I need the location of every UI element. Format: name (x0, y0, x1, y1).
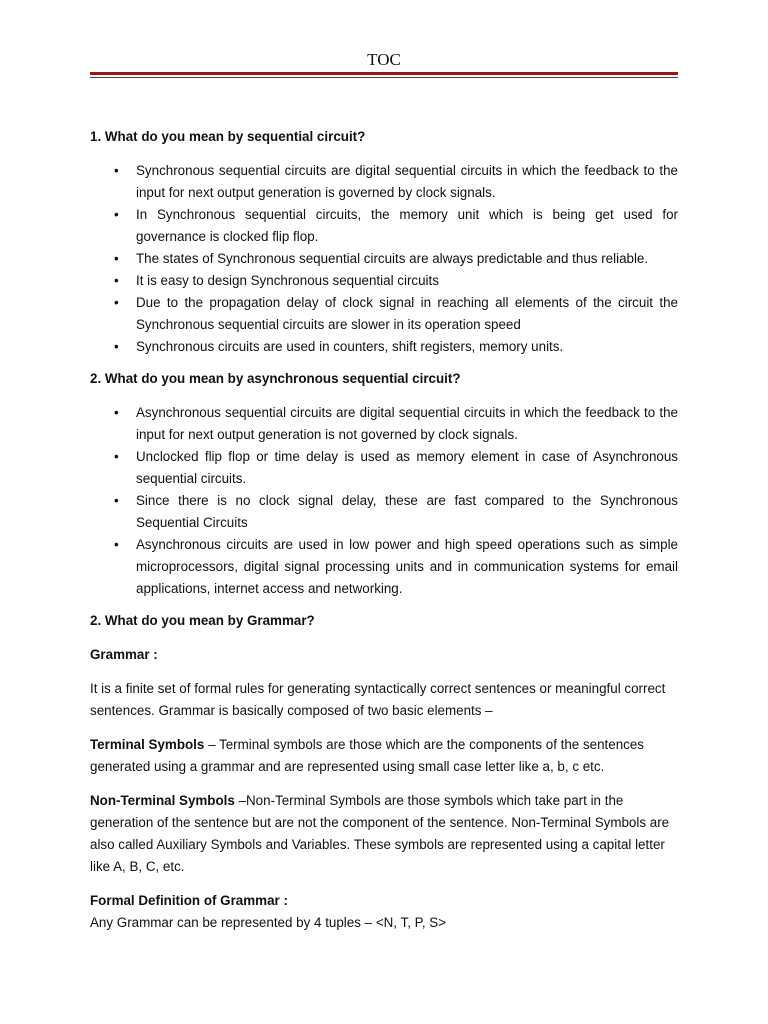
list-item: • It is easy to design Synchronous sequential circuits (90, 270, 678, 292)
bullet-icon: • (114, 537, 119, 552)
terminal-label: Terminal Symbols (90, 737, 205, 752)
page-header-title: TOC (367, 50, 401, 69)
terminal-text: – Terminal symbols are those which are the components of the sentences generated using a grammar and are represented using small case letter like a, b, c etc. (90, 737, 645, 774)
header-rule-thick (90, 72, 678, 75)
question-3: 2. What do you mean by Grammar? (90, 613, 315, 628)
terminal-paragraph (90, 734, 678, 778)
bullet-list-1 (90, 160, 678, 358)
nonterminal-label: Non-Terminal Symbols (90, 793, 235, 808)
list-item: • Unclocked flip flop or time delay is used as memory element in case of Asynchronous sequential circuits. (90, 446, 678, 490)
bullet-icon: • (114, 273, 119, 288)
bullet-icon: • (114, 339, 119, 354)
bullet-list-2 (90, 402, 678, 600)
nonterminal-text: –Non-Terminal Symbols are those symbols which take part in the generation of the sentence but are not the component of the sentence. Non-Terminal Symbols are also called Auxiliary Symbols and Variables. These symbols are represented using a capital letter like A, B, C, etc. (90, 793, 670, 874)
formal-heading: Formal Definition of Grammar : (90, 893, 288, 908)
nonterminal-paragraph (90, 790, 678, 878)
list-item: • Since there is no clock signal delay, these are fast compared to the Synchronous Sequential Circuits (90, 490, 678, 534)
bullet-icon: • (114, 449, 119, 464)
bullet-icon: • (114, 163, 119, 178)
list-item: • Due to the propagation delay of clock signal in reaching all elements of the circuit the Synchronous sequential circuits are slower in its operation speed (90, 292, 678, 336)
bullet-icon: • (114, 405, 119, 420)
list-item: • In Synchronous sequential circuits, the memory unit which is being get used for governance is clocked flip flop. (90, 204, 678, 248)
grammar-paragraph: It is a finite set of formal rules for generating syntactically correct sentences or meaningful correct sentences. Grammar is basically composed of two basic elements – (90, 681, 666, 718)
bullet-icon: • (114, 251, 119, 266)
grammar-heading: Grammar : (90, 647, 158, 662)
formal-definition-block (90, 890, 678, 934)
list-item: • Asynchronous sequential circuits are digital sequential circuits in which the feedback to the input for next output generation is not governed by clock signals. (90, 402, 678, 446)
list-item: • The states of Synchronous sequential circuits are always predictable and thus reliable. (90, 248, 678, 270)
header-rule-thin (90, 77, 678, 78)
list-item: • Asynchronous circuits are used in low power and high speed operations such as simple microprocessors, digital signal processing units and in communication systems for email applications, internet access and networking. (90, 534, 678, 600)
bullet-icon: • (114, 295, 119, 310)
formal-text: Any Grammar can be represented by 4 tuples – <N, T, P, S> (90, 915, 447, 930)
question-2: 2. What do you mean by asynchronous sequential circuit? (90, 371, 461, 386)
list-item: • Synchronous circuits are used in counters, shift registers, memory units. (90, 336, 678, 358)
question-1: 1. What do you mean by sequential circuit? (90, 129, 366, 144)
bullet-icon: • (114, 207, 119, 222)
document-body (90, 126, 678, 934)
list-item: • Synchronous sequential circuits are digital sequential circuits in which the feedback to the input for next output generation is governed by clock signals. (90, 160, 678, 204)
bullet-icon: • (114, 493, 119, 508)
